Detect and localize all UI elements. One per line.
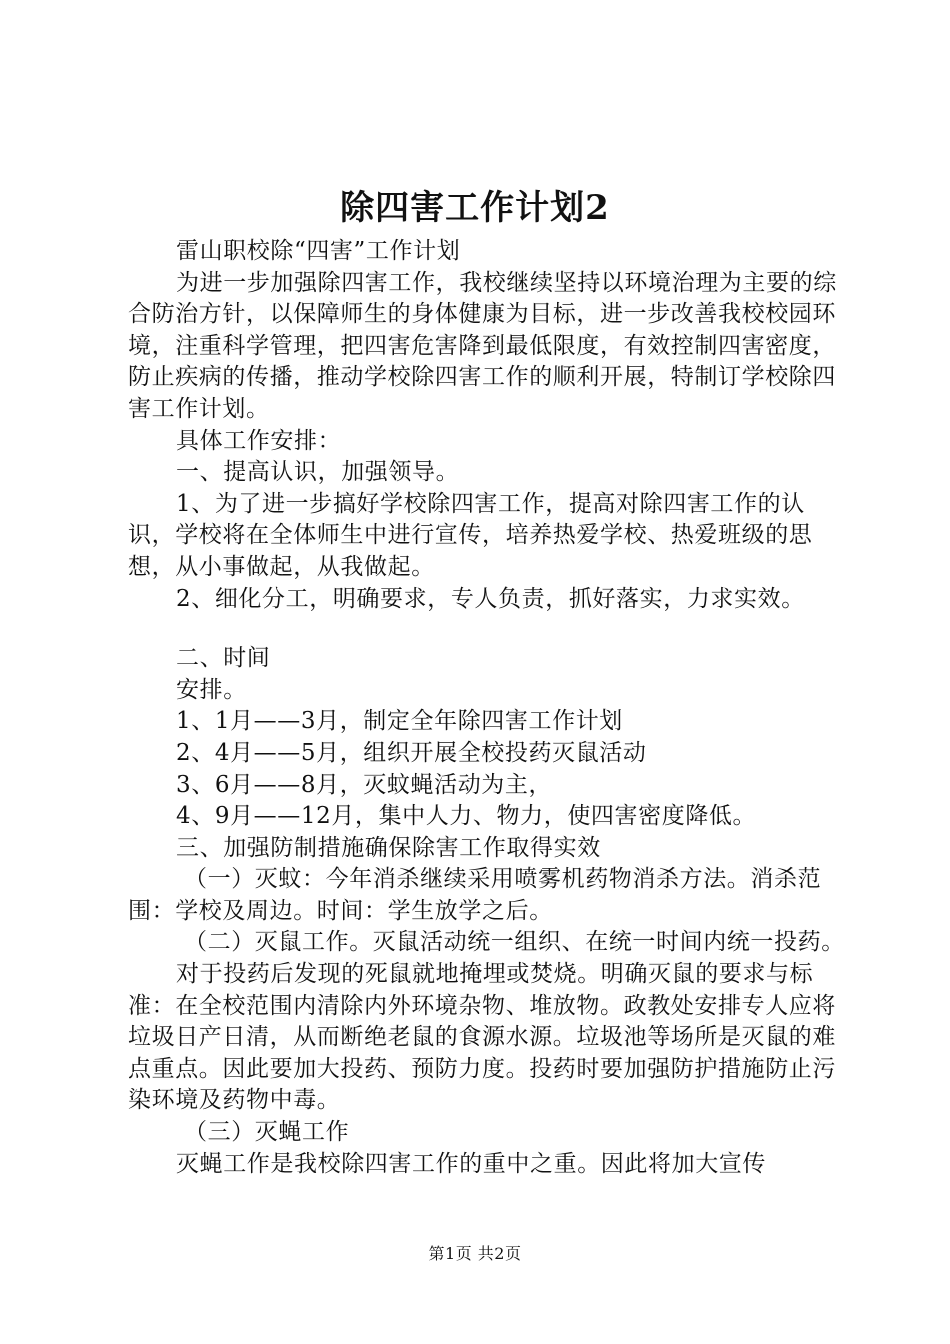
document-body [128,236,848,1180]
paragraph-fly-heading: （三）灭蝇工作 [184,1119,350,1146]
blank-line [128,615,848,643]
paragraph-item-2: 2、细化分工，明确要求，专人负责，抓好落实，力求实效。 [176,585,805,612]
section-heading-two: 二、时间 [176,645,271,672]
schedule-item-1: 1、1月——3月，制定全年除四害工作计划 [176,708,623,735]
section-heading-one: 一、提高认识，加强领导。 [176,459,460,486]
schedule-item-4: 4、9月——12月，集中人力、物力，使四害密度降低。 [176,803,757,830]
paragraph-intro: 为进一步加强除四害工作，我校继续坚持以环境治理为主要的综合防治方针，以保障师生的身体健康为目标，进一步改善我校校园环境，注重科学管理，把四害危害降到最低限度，有效控制四害密度，防止疾病的传播，推动学校除四害工作的顺利开展，特制订学校除四害工作计划。 [128,269,837,422]
paragraph-subtitle: 雷山职校除“四害”工作计划 [176,238,461,264]
document-title: 除四害工作计划2 [340,188,610,228]
paragraph-item-1: 1、为了进一步搞好学校除四害工作，提高对除四害工作的认识，学校将在全体师生中进行宣传，培养热爱学校、热爱班级的思想，从小事做起，从我做起。 [128,490,813,580]
page-number: 第1页 共2页 [428,1244,522,1263]
schedule-item-3: 3、6月——8月，灭蚊蝇活动为主， [176,771,553,798]
paragraph-arrangement-heading: 具体工作安排： [176,427,342,454]
paragraph-fly: 灭蝇工作是我校除四害工作的重中之重。因此将加大宣传 [176,1150,766,1177]
paragraph-rodent-detail: 对于投药后发现的死鼠就地掩埋或焚烧。明确灭鼠的要求与标准：在全校范围内清除内外环境杂物、堆放物。政教处安排专人应将垃圾日产日清，从而断绝老鼠的食源水源。垃圾池等场所是灭鼠的难点重点。因此要加大投药、预防力度。投药时要加强防护措施防止污染环境及药物中毒。 [128,961,836,1114]
paragraph-schedule-label: 安排。 [176,676,247,703]
paragraph-rodent: （二）灭鼠工作。灭鼠活动统一组织、在统一时间内统一投药。 [184,929,845,956]
paragraph-mosquito: （一）灭蚊：今年消杀继续采用喷雾机药物消杀方法。消杀范围：学校及周边。时间：学生放学之后。 [128,866,822,924]
schedule-item-2: 2、4月——5月，组织开展全校投药灭鼠活动 [176,739,647,766]
section-heading-three: 三、加强防制措施确保除害工作取得实效 [176,834,601,861]
